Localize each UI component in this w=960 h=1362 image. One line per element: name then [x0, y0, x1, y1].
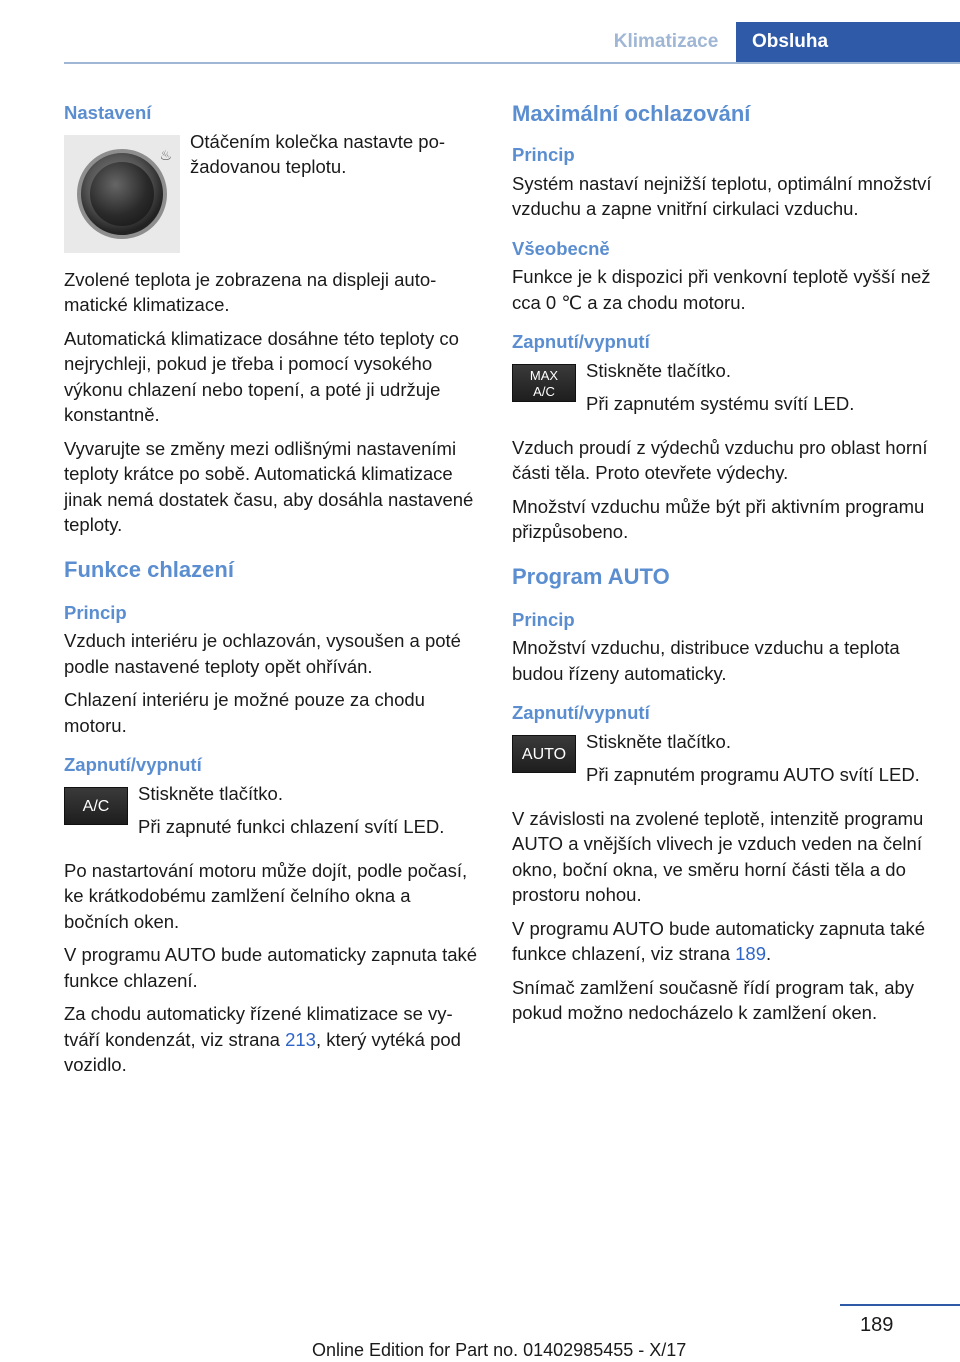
vseobecne-heading: Všeobecně — [512, 237, 610, 259]
funkce-chlazeni-heading: Funkce chlazení — [64, 556, 234, 582]
paragraph: Množství vzduchu může být při aktivním programu přizpůsobeno. — [512, 495, 925, 542]
paragraph: Automatická klimatizace dosáhne této teploty co nejrychleji, pokud je třeba i pomocí vysokého výkonu chlazení nebo topení, a poté ji udržuje konstantně. — [64, 327, 459, 425]
max-ochlazovani-heading: Maximální ochlazování — [512, 101, 751, 126]
princip-heading: Princip — [512, 608, 575, 630]
tab-obsluha[interactable]: Obsluha — [736, 22, 960, 62]
paragraph: Při zapnutém systému svítí LED. — [586, 393, 855, 414]
paragraph: Množství vzduchu, distribuce vzduchu a teplota budou řízeny automaticky. — [512, 637, 900, 684]
auto-button-block — [512, 729, 932, 796]
paragraph: Snímač zamlžení současně řídí program tak, aby pokud možno nedocházelo k zamlžení oken. — [512, 976, 915, 1023]
page-number: 189 — [860, 1314, 894, 1336]
princip-heading: Princip — [64, 601, 127, 623]
max-ac-button-block — [512, 358, 932, 425]
paragraph: Stiskněte tlačítko. — [138, 782, 283, 804]
tab-klimatizace[interactable]: Klimatizace — [613, 31, 719, 52]
auto-button-icon: AUTO — [512, 735, 576, 773]
paragraph: V závislosti na zvolené teplotě, intenzitě programu AUTO a vnějších vlivech je vzduch veden na čelní okno, boční okna, ve směru horní části těla a do prostoru nohou. — [512, 807, 924, 905]
paragraph: Stiskněte tlačítko. — [586, 730, 731, 752]
paragraph: Při zapnuté funkci chlazení svítí LED. — [138, 816, 445, 837]
paragraph: Vzduch interiéru je ochlazován, vysoušen a poté podle nastavené teploty opět ohříván. — [64, 630, 461, 677]
program-auto-heading: Program AUTO — [512, 563, 670, 589]
paragraph: Zvolené teplota je zobrazena na displeji automatické klimatizace. — [64, 268, 437, 315]
page-link-189[interactable]: 189 — [735, 943, 767, 964]
paragraph: Za chodu automaticky řízené klimatizace se vytváří kondenzát, viz strana 213, který vytéká pod vozidlo. — [64, 1003, 461, 1075]
right-column — [512, 100, 932, 1034]
zapnuti-heading: Zapnutí/vypnutí — [64, 754, 202, 775]
seat-heating-icon: ♨ — [159, 146, 172, 163]
zapnuti-heading: Zapnutí/vypnutí — [512, 331, 650, 352]
max-ac-button-icon: MAX A/C — [512, 364, 576, 402]
footer-rule — [840, 1304, 960, 1306]
paragraph: Vyvarujte se změny mezi odlišnými nastaveními teploty krátce po sobě. Automatická klimatizace jinak nemá dostatek času, aby dosáhla nastavené teploty. — [64, 437, 474, 535]
header-rule — [64, 62, 960, 64]
page-link-213[interactable]: 213 — [285, 1028, 316, 1050]
paragraph: Funkce je k dispozici při venkovní teplotě vyšší než cca 0 ℃ a za chodu motoru. — [512, 266, 931, 313]
temperature-knob-block — [64, 129, 479, 253]
edition-text: Online Edition for Part no. 01402985455 - X/17 — [312, 1340, 687, 1360]
paragraph: Systém nastaví nejnižší teplotu, optimální množství vzduchu a zapne vnitřní cirkulaci vzduchu. — [512, 172, 932, 219]
paragraph: Vzduch proudí z výdechů vzduchu pro oblast horní části těla. Proto otevřete výdechy. — [512, 436, 928, 483]
princip-heading: Princip — [512, 144, 575, 165]
left-column — [64, 100, 479, 1086]
paragraph: V programu AUTO bude automaticky zapnuta také funkce chlazení. — [64, 944, 478, 991]
paragraph: Chlazení interiéru je možné pouze za chodu motoru. — [64, 689, 425, 736]
paragraph: V programu AUTO bude automaticky zapnuta také funkce chlazení, viz strana 189. — [512, 917, 926, 964]
paragraph: Při zapnutém programu AUTO svítí LED. — [586, 764, 920, 785]
nastaveni-text: Otáčením kolečka nastavte požadovanou teplotu. — [190, 130, 446, 177]
temperature-knob-icon — [64, 135, 180, 253]
paragraph: Stiskněte tlačítko. — [586, 359, 731, 381]
paragraph: Po nastartování motoru může dojít, podle počasí, ke krátkodobému zamlžení čelního okna a bočních oken. — [64, 859, 468, 932]
zapnuti-heading: Zapnutí/vypnutí — [512, 702, 650, 723]
ac-button-block — [64, 781, 479, 848]
ac-button-icon: A/C — [64, 787, 128, 825]
nastaveni-heading: Nastavení — [64, 102, 152, 123]
